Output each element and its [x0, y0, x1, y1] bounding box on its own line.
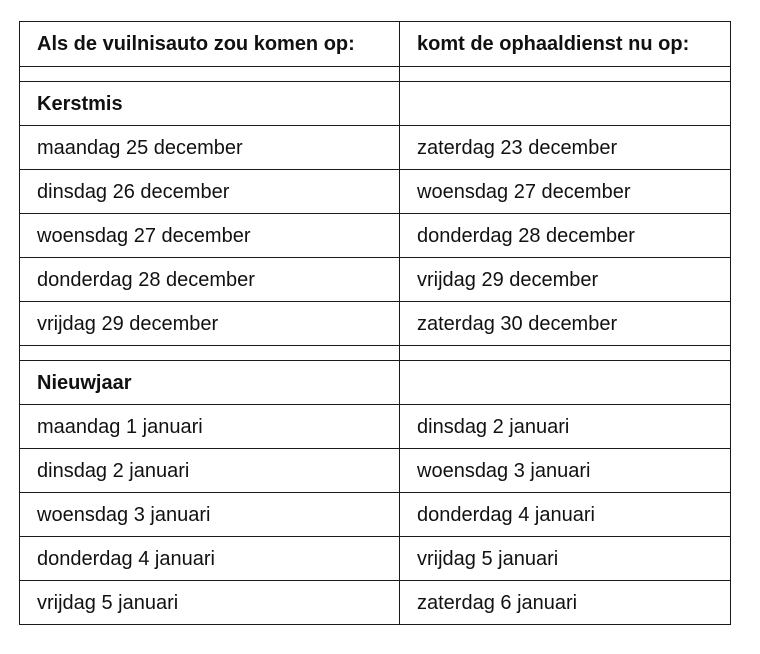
new-day-cell: donderdag 4 januari: [400, 493, 731, 537]
section-empty-cell: [400, 361, 731, 405]
table-row: [20, 126, 731, 170]
table-row: [20, 170, 731, 214]
spacer-row: [20, 67, 731, 82]
original-day-cell: dinsdag 2 januari: [20, 449, 400, 493]
collection-schedule-table: [19, 21, 731, 625]
spacer-cell: [20, 67, 400, 82]
spacer-cell: [400, 346, 731, 361]
original-day-cell: woensdag 3 januari: [20, 493, 400, 537]
new-day-cell: dinsdag 2 januari: [400, 405, 731, 449]
spacer-cell: [400, 67, 731, 82]
new-day-cell: woensdag 27 december: [400, 170, 731, 214]
original-day-cell: dinsdag 26 december: [20, 170, 400, 214]
original-day-cell: donderdag 4 januari: [20, 537, 400, 581]
table-header-row: [20, 22, 731, 67]
column-header-new-day: komt de ophaaldienst nu op:: [400, 22, 731, 67]
section-title: Kerstmis: [20, 82, 400, 126]
new-day-cell: donderdag 28 december: [400, 214, 731, 258]
original-day-cell: donderdag 28 december: [20, 258, 400, 302]
original-day-cell: maandag 25 december: [20, 126, 400, 170]
section-row-nieuwjaar: [20, 361, 731, 405]
original-day-cell: vrijdag 29 december: [20, 302, 400, 346]
original-day-cell: maandag 1 januari: [20, 405, 400, 449]
table-row: [20, 449, 731, 493]
table-row: [20, 258, 731, 302]
section-title: Nieuwjaar: [20, 361, 400, 405]
original-day-cell: vrijdag 5 januari: [20, 581, 400, 625]
new-day-cell: zaterdag 6 januari: [400, 581, 731, 625]
new-day-cell: zaterdag 23 december: [400, 126, 731, 170]
table-row: [20, 581, 731, 625]
new-day-cell: vrijdag 29 december: [400, 258, 731, 302]
spacer-cell: [20, 346, 400, 361]
table-row: [20, 537, 731, 581]
new-day-cell: zaterdag 30 december: [400, 302, 731, 346]
section-empty-cell: [400, 82, 731, 126]
table-row: [20, 493, 731, 537]
original-day-cell: woensdag 27 december: [20, 214, 400, 258]
section-row-kerstmis: [20, 82, 731, 126]
table-row: [20, 405, 731, 449]
spacer-row: [20, 346, 731, 361]
table-row: [20, 302, 731, 346]
new-day-cell: vrijdag 5 januari: [400, 537, 731, 581]
table-row: [20, 214, 731, 258]
new-day-cell: woensdag 3 januari: [400, 449, 731, 493]
column-header-original-day: Als de vuilnisauto zou komen op:: [20, 22, 400, 67]
